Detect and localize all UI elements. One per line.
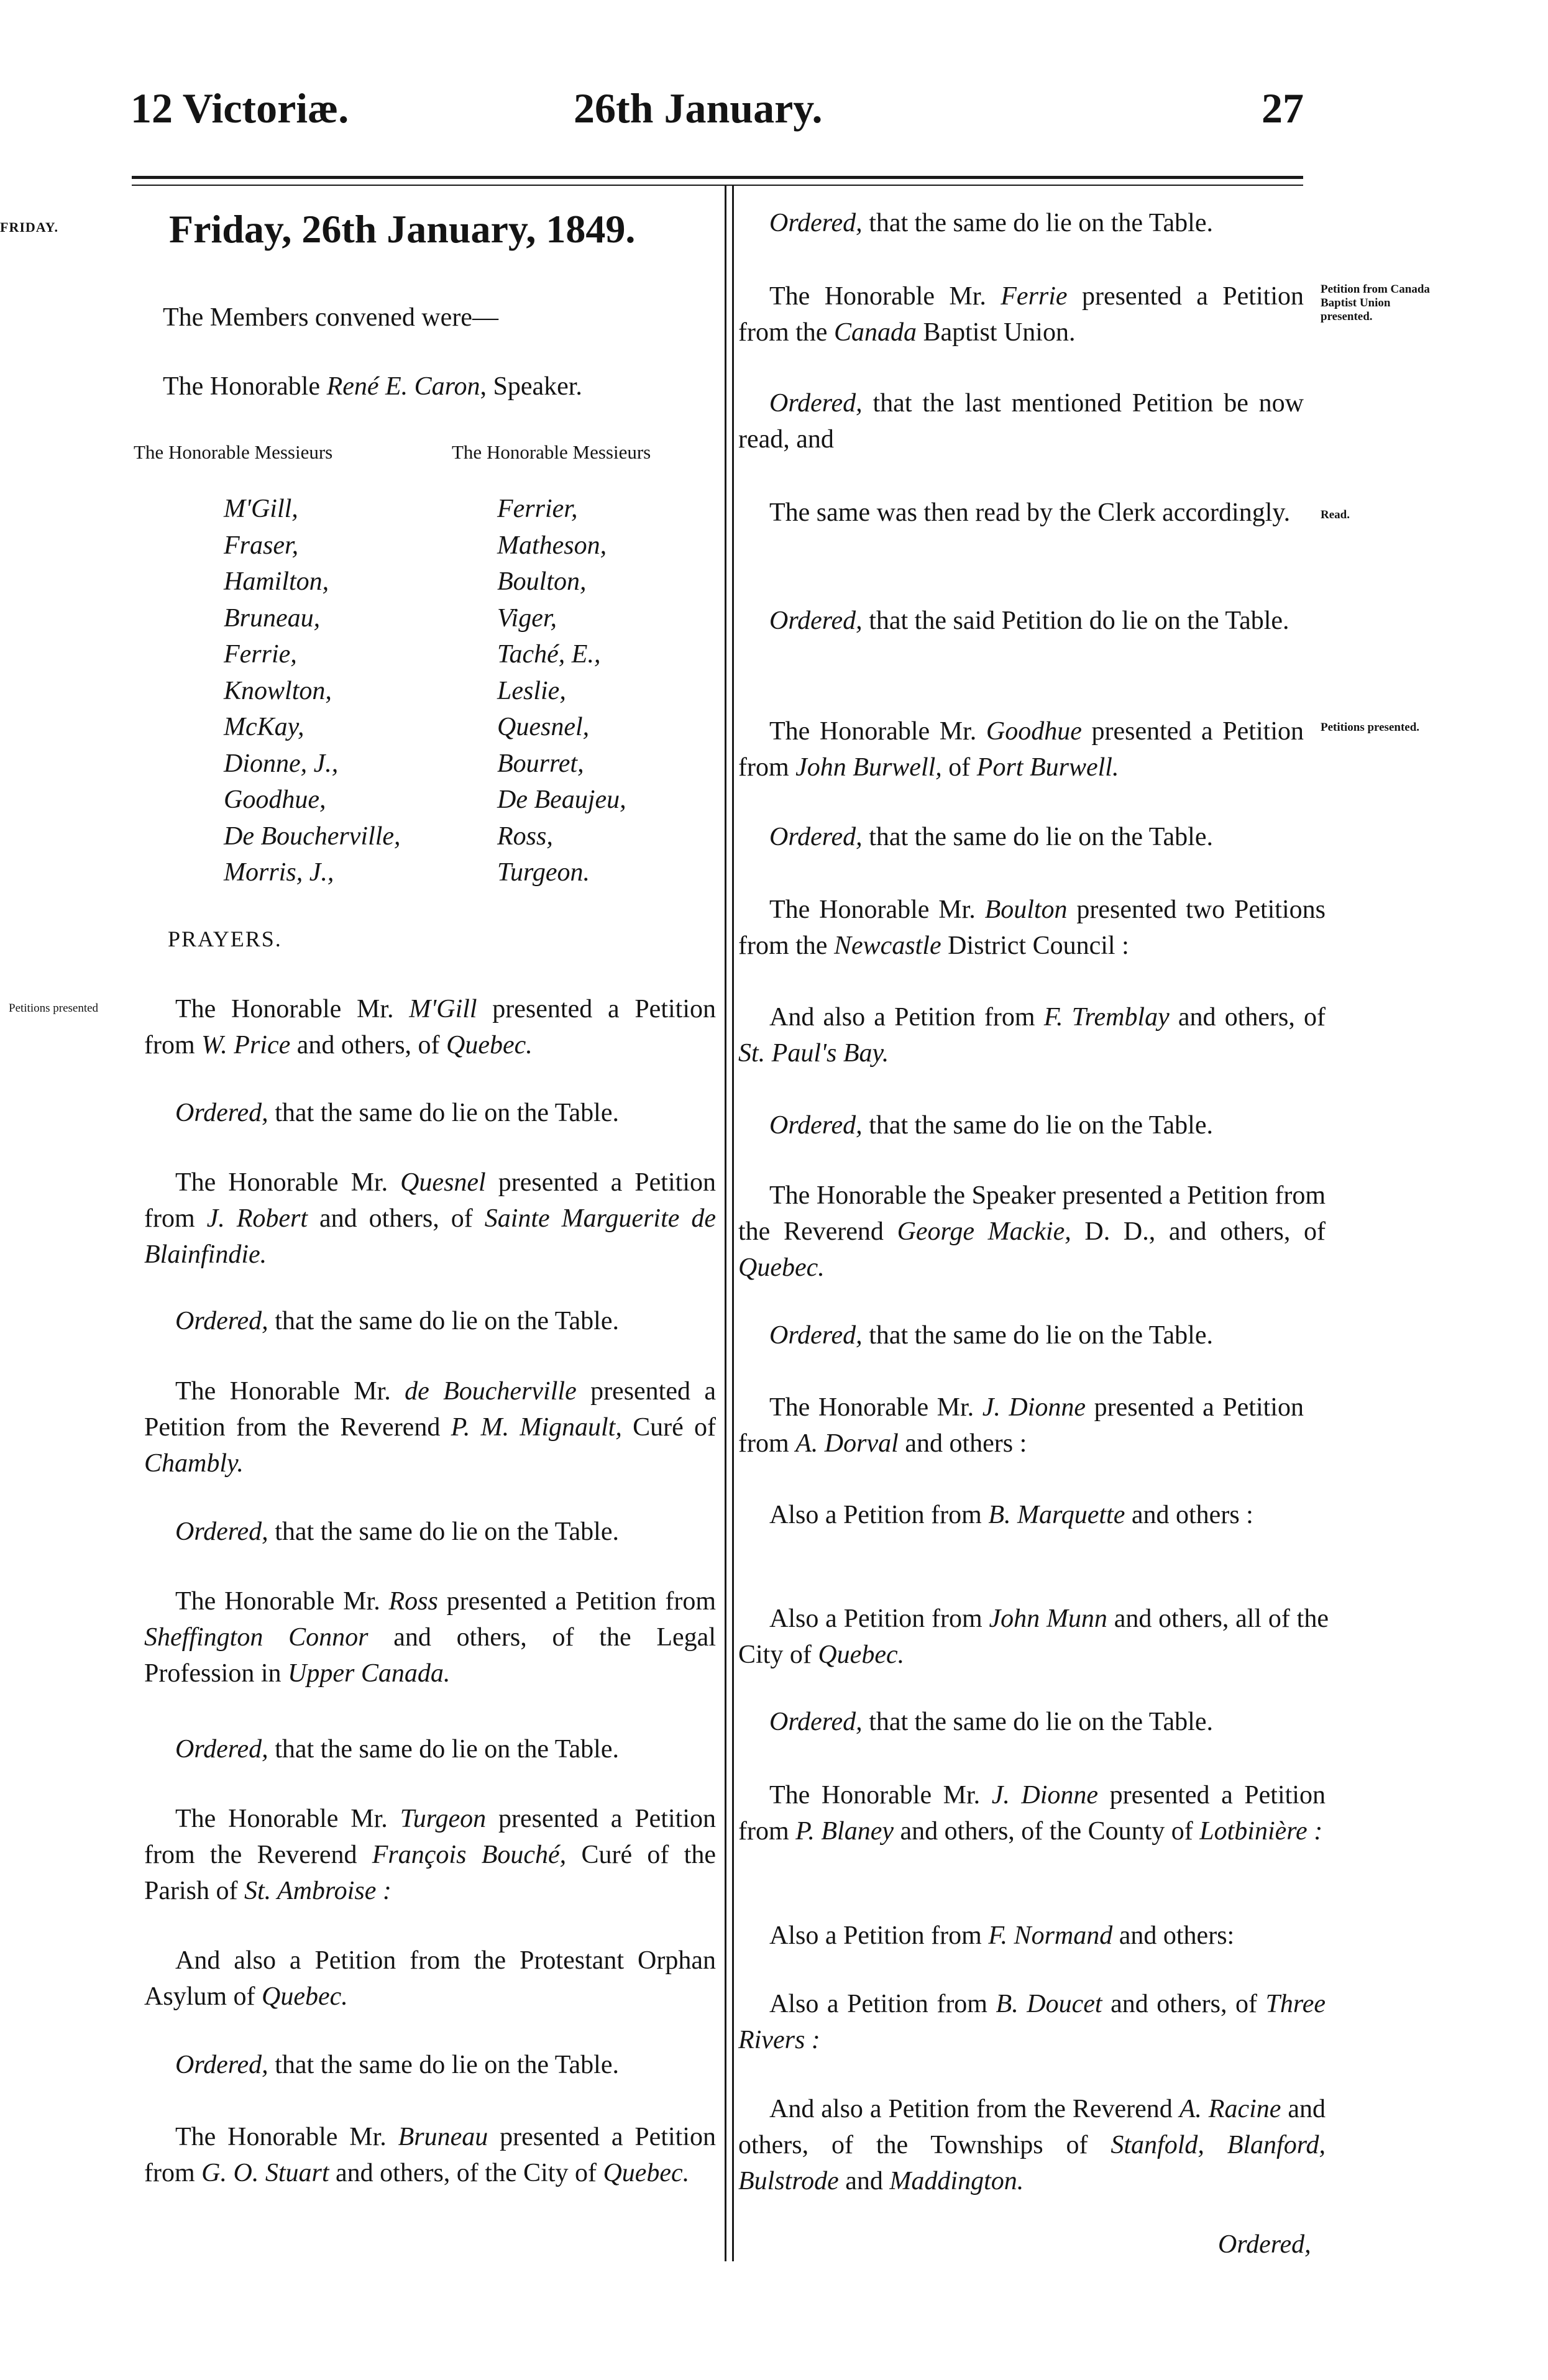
right-paragraph-munn: Also a Petition from John Munn and others, all of the City of Quebec.: [738, 1604, 1329, 1669]
right-paragraph-dionne-blaney: The Honorable Mr. J. Dionne presented a Petition from P. Blaney and others, of the County of Lotbinière :: [738, 1781, 1326, 1846]
right-ordered-2: Ordered, that the same do lie on the Table.: [769, 823, 1213, 851]
member-name: Taché, E.,: [497, 640, 601, 669]
left-paragraph-quesnel: The Honorable Mr. Quesnel presented a Petition from J. Robert and others, of Sainte Marguerite de Blainfindie.: [144, 1168, 716, 1269]
member-name: Hamilton,: [224, 567, 329, 596]
right-paragraph-racine: And also a Petition from the Reverend A. Racine and others, of the Townships of Stanfold, Blanford, Bulstrode and Maddington.: [738, 2095, 1326, 2195]
right-paragraph-boulton: The Honorable Mr. Boulton presented two Petitions from the Newcastle District Council :: [738, 895, 1326, 960]
margin-note-petitions-presented-right: Petitions presented.: [1321, 721, 1420, 734]
speaker-suffix: , Speaker.: [480, 372, 582, 401]
speaker-name: René E. Caron: [326, 372, 480, 401]
right-ordered-last-mentioned: Ordered, that the last mentioned Petition be now read, and: [738, 389, 1304, 454]
speaker-prefix: The Honorable: [163, 372, 321, 401]
member-name: De Boucherville,: [224, 822, 401, 851]
left-ordered-4: Ordered, that the same do lie on the Table.: [175, 1735, 619, 1764]
members-list-right: [497, 491, 626, 891]
right-ordered-4: Ordered, that the same do lie on the Table.: [769, 1321, 1213, 1350]
member-name: McKay,: [224, 713, 305, 741]
header-rule-bottom: [132, 185, 1303, 186]
member-name: Quesnel,: [497, 713, 590, 741]
margin-note-petition-canada-baptist: Petition from Canada Baptist Union presented.: [1321, 283, 1430, 323]
right-paragraph-doucet: Also a Petition from B. Doucet and others, of Three Rivers :: [738, 1990, 1326, 2054]
member-name: Viger,: [497, 603, 557, 633]
left-ordered-3: Ordered, that the same do lie on the Table.: [175, 1517, 619, 1546]
right-read-by-clerk: The same was then read by the Clerk accordingly.: [769, 498, 1291, 527]
member-name: Boulton,: [497, 567, 587, 596]
left-paragraph-mcgill: The Honorable Mr. M'Gill presented a Petition from W. Price and others, of Quebec.: [144, 995, 716, 1060]
member-name: Goodhue,: [224, 785, 326, 814]
prayers-heading: PRAYERS.: [168, 927, 282, 951]
member-name: Turgeon.: [497, 858, 590, 887]
right-paragraph-speaker: The Honorable the Speaker presented a Petition from the Reverend George Mackie, D. D., and others, of Quebec.: [738, 1181, 1326, 1282]
speaker-line: [163, 372, 582, 401]
right-ordered-5: Ordered, that the same do lie on the Table.: [769, 1708, 1213, 1736]
left-paragraph-bruneau: The Honorable Mr. Bruneau presented a Petition from G. O. Stuart and others, of the City of Quebec.: [144, 2123, 716, 2187]
right-ordered-said-petition: Ordered, that the said Petition do lie on the Table.: [769, 606, 1289, 635]
page-number: 27: [1262, 85, 1304, 132]
left-paragraph-turgeon: The Honorable Mr. Turgeon presented a Petition from the Reverend François Bouché, Curé of the Parish of St. Ambroise :: [144, 1805, 716, 1905]
right-ordered-top: Ordered, that the same do lie on the Table.: [769, 209, 1213, 237]
member-name: M'Gill,: [224, 495, 298, 523]
margin-note-petitions-presented-left: Petitions presented: [9, 1002, 99, 1015]
left-ordered-2: Ordered, that the same do lie on the Table.: [175, 1307, 619, 1335]
right-paragraph-normand: Also a Petition from F. Normand and others:: [769, 1921, 1235, 1950]
right-paragraph-marquette: Also a Petition from B. Marquette and others :: [769, 1501, 1253, 1529]
member-name: Ferrier,: [497, 495, 578, 523]
member-name: Matheson,: [497, 531, 607, 560]
column-heading-right: The Honorable Messieurs: [452, 441, 651, 463]
member-name: Leslie,: [497, 676, 566, 705]
right-paragraph-dionne-dorval: The Honorable Mr. J. Dionne presented a Petition from A. Dorval and others :: [738, 1393, 1304, 1458]
member-name: Bruneau,: [224, 603, 321, 633]
member-name: Ross,: [497, 822, 553, 851]
right-paragraph-ferrie: The Honorable Mr. Ferrie presented a Petition from the Canada Baptist Union.: [738, 282, 1304, 347]
running-header-regnal-year: 12 Victoriæ.: [131, 85, 349, 132]
column-heading-left: The Honorable Messieurs: [134, 441, 333, 463]
right-ordered-3: Ordered, that the same do lie on the Table.: [769, 1111, 1213, 1140]
margin-note-read: Read.: [1321, 508, 1350, 521]
right-paragraph-goodhue: The Honorable Mr. Goodhue presented a Petition from John Burwell, of Port Burwell.: [738, 717, 1304, 782]
member-name: Ferrie,: [224, 640, 297, 669]
member-name: Fraser,: [224, 531, 299, 560]
header-rule-top: [132, 176, 1303, 179]
left-ordered-5: Ordered, that the same do lie on the Table.: [175, 2051, 619, 2079]
left-paragraph-protestant-orphan-asylum: And also a Petition from the Protestant Orphan Asylum of Quebec.: [144, 1946, 716, 2011]
right-paragraph-tremblay: And also a Petition from F. Tremblay and others, of St. Paul's Bay.: [738, 1003, 1326, 1068]
left-paragraph-ross: The Honorable Mr. Ross presented a Petition from Sheffington Connor and others, of the Legal Profession in Upper Canada.: [144, 1587, 716, 1688]
left-paragraph-de-boucherville: The Honorable Mr. de Boucherville presented a Petition from the Reverend P. M. Mignault, Curé of Chambly.: [144, 1377, 716, 1478]
member-name: Bourret,: [497, 749, 584, 778]
member-name: De Beaujeu,: [497, 785, 626, 814]
member-name: Morris, J.,: [224, 858, 334, 887]
column-divider-right: [732, 186, 734, 2261]
members-list-left: [224, 491, 401, 891]
member-name: Knowlton,: [224, 676, 332, 705]
convened-line: The Members convened were—: [163, 303, 498, 332]
left-ordered-1: Ordered, that the same do lie on the Table.: [175, 1099, 619, 1127]
margin-day-label: FRIDAY.: [0, 219, 59, 235]
member-name: Dionne, J.,: [224, 749, 339, 778]
sitting-title: Friday, 26th January, 1849.: [169, 207, 636, 251]
running-header-date: 26th January.: [574, 85, 823, 132]
catchword: Ordered,: [1218, 2230, 1311, 2259]
column-divider-left: [725, 186, 726, 2261]
